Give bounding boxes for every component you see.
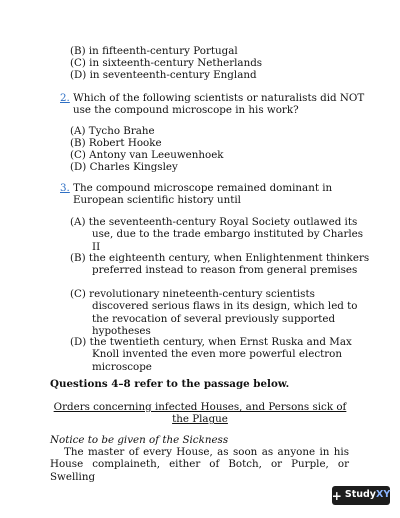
- question-2-option-a: (A) Tycho Brahe: [70, 125, 155, 137]
- option-top-b: (B) in fifteenth-century Portugal: [70, 45, 238, 57]
- question-2-number-link[interactable]: 2.: [60, 92, 70, 104]
- passage-title: Orders concerning infected Houses, and Persons sick of the Plague: [53, 401, 347, 426]
- question-3-option-b: (B) the eighteenth century, when Enlightenment thinkers preferred instead to reason from general premises: [70, 252, 370, 277]
- question-2-text: Which of the following scientists or naturalists did NOT use the compound microscope in his work?: [73, 92, 365, 117]
- option-top-c: (C) in sixteenth-century Netherlands: [70, 57, 263, 69]
- question-3-text: The compound microscope remained dominant in European scientific history until: [73, 182, 333, 207]
- section-heading: Questions 4–8 refer to the passage below.: [50, 378, 290, 390]
- question-3-number-link[interactable]: 3.: [60, 182, 70, 194]
- logo-study-text: Study: [344, 489, 376, 501]
- studyxy-logo: [332, 486, 390, 505]
- question-3-option-a: (A) the seventeenth-century Royal Society outlawed its use, due to the trade embargo instituted by Charles II: [70, 216, 364, 253]
- plus-icon: +: [331, 488, 342, 503]
- passage-body: The master of every House, as soon as anyone in his House complaineth, either of Botch, or Purple, or Swelling: [50, 446, 349, 483]
- logo-xy-text: XY: [376, 489, 391, 501]
- question-2-option-d: (D) Charles Kingsley: [70, 161, 178, 173]
- question-2-option-c: (C) Antony van Leeuwenhoek: [70, 149, 224, 161]
- question-3: [60, 182, 368, 207]
- option-top-d: (D) in seventeenth-century England: [70, 69, 257, 81]
- question-2-option-b: (B) Robert Hooke: [70, 137, 162, 149]
- question-3-option-d: (D) the twentieth century, when Ernst Ruska and Max Knoll invented the even more powerful electron microscope: [70, 336, 352, 373]
- question-2: [60, 92, 368, 117]
- passage-subheading: Notice to be given of the Sickness: [50, 434, 229, 446]
- question-3-option-c: (C) revolutionary nineteenth-century scientists discovered serious flaws in its design, which led to the revocation of several previously supported hypotheses: [70, 288, 358, 337]
